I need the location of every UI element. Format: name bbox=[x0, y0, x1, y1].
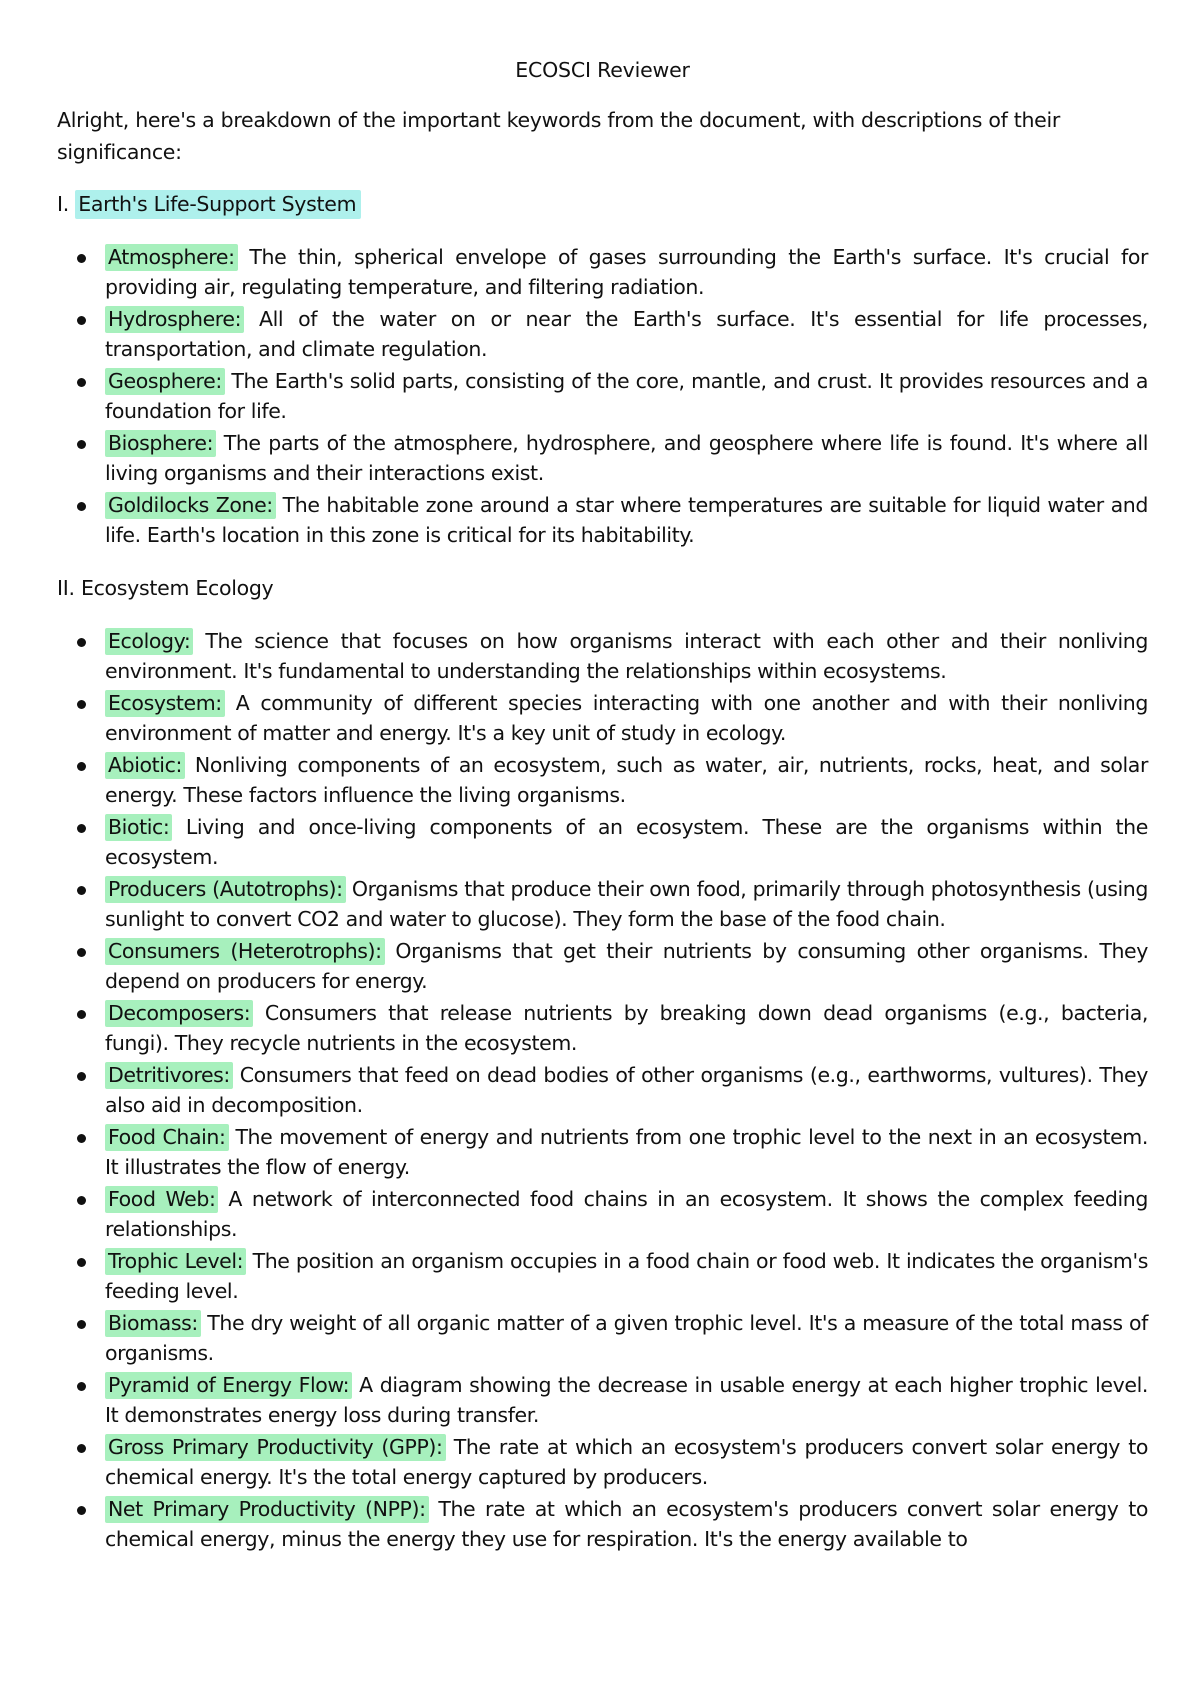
keyword-term: Decomposers: bbox=[105, 1000, 253, 1027]
keyword-description: Nonliving components of an ecosystem, such as water, air, nutrients, rocks, heat, and solar energy. These factors influence the living organisms. bbox=[105, 753, 1149, 807]
list-item bbox=[105, 1494, 1148, 1554]
list-item bbox=[105, 304, 1148, 364]
keyword-term: Pyramid of Energy Flow: bbox=[105, 1372, 352, 1399]
list-item bbox=[105, 366, 1148, 426]
keyword-term: Goldilocks Zone: bbox=[105, 492, 276, 519]
keyword-term: Geosphere: bbox=[105, 368, 225, 395]
keyword-term: Abiotic: bbox=[105, 752, 185, 779]
bullet-icon bbox=[77, 886, 86, 895]
list-item bbox=[105, 1432, 1148, 1492]
keyword-term: Trophic Level: bbox=[105, 1248, 246, 1275]
keyword-description: Living and once-living components of an ecosystem. These are the organisms within the ecosystem. bbox=[105, 815, 1148, 869]
list-item bbox=[105, 1122, 1148, 1182]
keyword-list-life-support bbox=[57, 242, 1148, 550]
bullet-icon bbox=[77, 502, 86, 511]
section-number: II. bbox=[57, 576, 75, 600]
keyword-description: The rate at which an ecosystem's producers convert solar energy to chemical energy, minus the energy they use for respiration. It's the energy available to bbox=[105, 1497, 1148, 1551]
list-item bbox=[105, 1246, 1148, 1306]
page-title: ECOSCI Reviewer bbox=[515, 58, 690, 82]
section-heading-life-support bbox=[57, 188, 1148, 220]
bullet-icon bbox=[77, 1382, 86, 1391]
keyword-description: A network of interconnected food chains in an ecosystem. It shows the complex feeding relationships. bbox=[105, 1187, 1148, 1241]
bullet-icon bbox=[77, 948, 86, 957]
list-item bbox=[105, 998, 1148, 1058]
keyword-description: The science that focuses on how organisms interact with each other and their nonliving environment. It's fundamental to understanding the relationships within ecosystems. bbox=[105, 629, 1148, 683]
keyword-description: The thin, spherical envelope of gases surrounding the Earth's surface. It's crucial for providing air, regulating temperature, and filtering radiation. bbox=[105, 245, 1148, 299]
keyword-description: A diagram showing the decrease in usable energy at each higher trophic level. It demonstrates energy loss during transfer. bbox=[105, 1373, 1148, 1427]
keyword-description: The rate at which an ecosystem's producers convert solar energy to chemical energy. It's the total energy captured by producers. bbox=[105, 1435, 1148, 1489]
keyword-description: The movement of energy and nutrients from one trophic level to the next in an ecosystem. It illustrates the flow of energy. bbox=[105, 1125, 1148, 1179]
keyword-description: Consumers that feed on dead bodies of other organisms (e.g., earthworms, vultures). They also aid in decomposition. bbox=[105, 1063, 1148, 1117]
keyword-description: Consumers that release nutrients by breaking down dead organisms (e.g., bacteria, fungi). They recycle nutrients in the ecosystem. bbox=[105, 1001, 1148, 1055]
section-title: Ecosystem Ecology bbox=[80, 576, 274, 600]
bullet-icon bbox=[77, 1320, 86, 1329]
list-item bbox=[105, 812, 1148, 872]
keyword-description: The position an organism occupies in a food chain or food web. It indicates the organism's feeding level. bbox=[105, 1249, 1148, 1303]
keyword-term: Food Chain: bbox=[105, 1124, 229, 1151]
list-item bbox=[105, 490, 1148, 550]
bullet-icon bbox=[77, 824, 86, 833]
bullet-icon bbox=[77, 378, 86, 387]
keyword-term: Net Primary Productivity (NPP): bbox=[105, 1496, 429, 1523]
list-item bbox=[105, 936, 1148, 996]
bullet-icon bbox=[77, 1258, 86, 1267]
keyword-description: All of the water on or near the Earth's surface. It's essential for life processes, transportation, and climate regulation. bbox=[105, 307, 1148, 361]
bullet-icon bbox=[77, 440, 86, 449]
keyword-term: Atmosphere: bbox=[105, 244, 238, 271]
bullet-icon bbox=[77, 1506, 86, 1515]
keyword-term: Biosphere: bbox=[105, 430, 216, 457]
keyword-description: The habitable zone around a star where temperatures are suitable for liquid water and life. Earth's location in this zone is critical for its habitability. bbox=[105, 493, 1148, 547]
keyword-term: Gross Primary Productivity (GPP): bbox=[105, 1434, 446, 1461]
list-item bbox=[105, 242, 1148, 302]
list-item bbox=[105, 626, 1148, 686]
section-title-highlight: Earth's Life-Support System bbox=[75, 190, 361, 219]
keyword-description: The Earth's solid parts, consisting of the core, mantle, and crust. It provides resources and a foundation for life. bbox=[105, 369, 1148, 423]
intro-paragraph: Alright, here's a breakdown of the important keywords from the document, with descriptions of their significance: bbox=[57, 108, 1060, 164]
bullet-icon bbox=[77, 1196, 86, 1205]
keyword-term: Producers (Autotrophs): bbox=[105, 876, 346, 903]
keyword-description: The parts of the atmosphere, hydrosphere, and geosphere where life is found. It's where all living organisms and their interactions exist. bbox=[105, 431, 1148, 485]
list-item bbox=[105, 1308, 1148, 1368]
bullet-icon bbox=[77, 762, 86, 771]
bullet-icon bbox=[77, 1444, 86, 1453]
keyword-description: Organisms that get their nutrients by consuming other organisms. They depend on producers for energy. bbox=[105, 939, 1148, 993]
bullet-icon bbox=[77, 1134, 86, 1143]
bullet-icon bbox=[77, 1072, 86, 1081]
bullet-icon bbox=[77, 316, 86, 325]
keyword-term: Ecosystem: bbox=[105, 690, 225, 717]
list-item bbox=[105, 1370, 1148, 1430]
list-item bbox=[105, 428, 1148, 488]
keyword-term: Consumers (Heterotrophs): bbox=[105, 938, 385, 965]
keyword-term: Ecology: bbox=[105, 628, 193, 655]
section-heading-ecosystem-ecology bbox=[57, 572, 1148, 604]
bullet-icon bbox=[77, 638, 86, 647]
keyword-term: Hydrosphere: bbox=[105, 306, 244, 333]
keyword-term: Food Web: bbox=[105, 1186, 218, 1213]
keyword-description: Organisms that produce their own food, primarily through photosynthesis (using sunlight to convert CO2 and water to glucose). They form the base of the food chain. bbox=[105, 877, 1148, 931]
bullet-icon bbox=[77, 1010, 86, 1019]
bullet-icon bbox=[77, 700, 86, 709]
list-item bbox=[105, 1060, 1148, 1120]
keyword-description: The dry weight of all organic matter of a given trophic level. It's a measure of the total mass of organisms. bbox=[105, 1311, 1148, 1365]
list-item bbox=[105, 1184, 1148, 1244]
keyword-description: A community of different species interacting with one another and with their nonliving environment of matter and energy. It's a key unit of study in ecology. bbox=[105, 691, 1148, 745]
list-item bbox=[105, 874, 1148, 934]
keyword-term: Detritivores: bbox=[105, 1062, 233, 1089]
list-item bbox=[105, 688, 1148, 748]
bullet-icon bbox=[77, 254, 86, 263]
keyword-term: Biomass: bbox=[105, 1310, 201, 1337]
keyword-list-ecosystem-ecology bbox=[57, 626, 1148, 1554]
keyword-term: Biotic: bbox=[105, 814, 172, 841]
section-number: I. bbox=[57, 192, 69, 216]
list-item bbox=[105, 750, 1148, 810]
